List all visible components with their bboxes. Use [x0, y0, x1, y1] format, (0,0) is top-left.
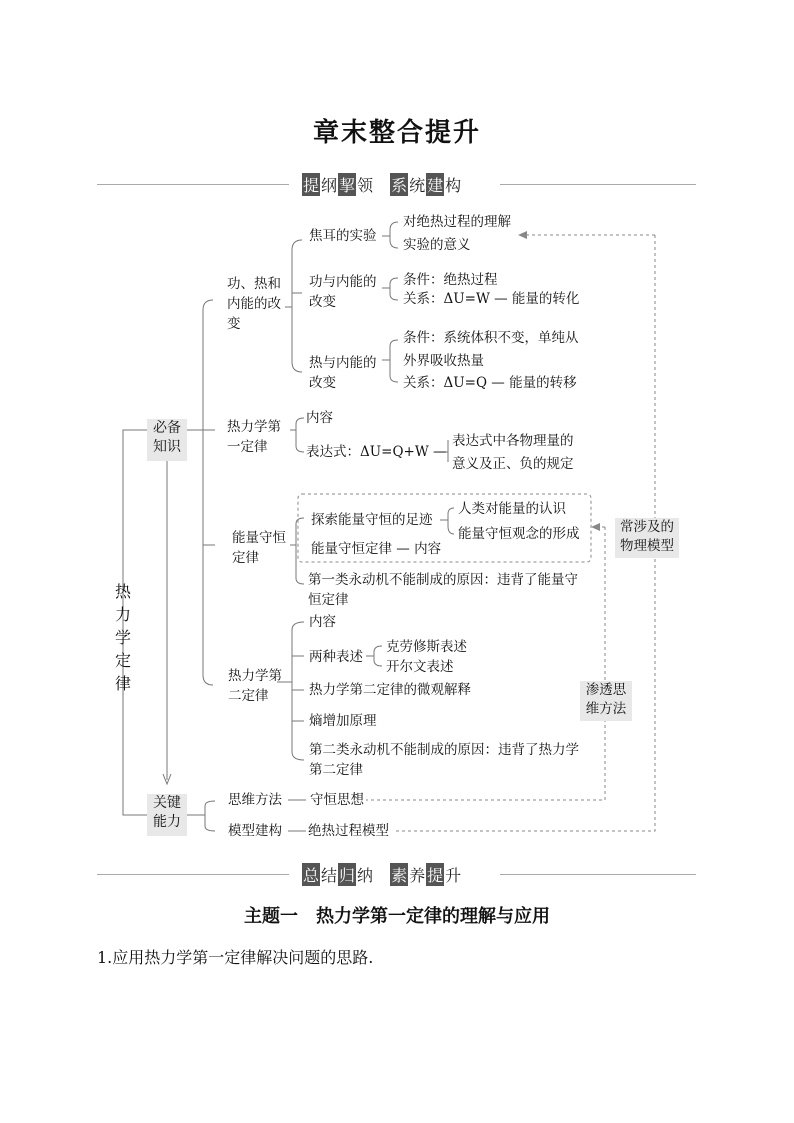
joule-experiment: 焦耳的实验	[309, 228, 377, 244]
node-line: 热力学第	[228, 668, 282, 684]
node-line: 物理模型	[620, 538, 674, 554]
perpetual-motion-2	[309, 740, 579, 780]
expression-desc: 意义及正、负的规定	[452, 456, 574, 472]
conservation-law-content: 能量守恒定律 — 内容	[311, 541, 442, 557]
header-char: 纳	[357, 866, 374, 885]
header-char: 构	[445, 176, 462, 195]
header-char: 总	[302, 863, 320, 886]
node-line: 二定律	[228, 688, 269, 704]
node-line: 第二定律	[309, 762, 363, 778]
header-char: 领	[357, 176, 374, 195]
explore-item: 人类对能量的认识	[458, 501, 566, 517]
header-char: 素	[390, 863, 408, 886]
header-char: 提	[302, 173, 320, 196]
divider-line	[97, 874, 289, 875]
body-paragraph: 1.应用热力学第一定律解决问题的思路.	[97, 948, 374, 967]
node-line: 功与内能的	[309, 274, 377, 290]
heat-item: 关系：ΔU=Q — 能量的转移	[403, 375, 577, 391]
first-law-content: 内容	[306, 410, 333, 426]
branch-work-heat-internal-energy	[227, 274, 281, 334]
divider-line	[500, 874, 696, 875]
branch-first-law	[227, 417, 281, 457]
microscopic-explanation: 热力学第二定律的微观解释	[309, 682, 471, 698]
node-line: 关键	[153, 795, 181, 811]
model-building-value: 绝热过程模型	[308, 823, 389, 839]
header-char: 挈	[338, 173, 356, 196]
explore-history: 探索能量守恒的足迹	[311, 512, 433, 528]
header-char: 统	[409, 176, 426, 195]
header-char: 归	[338, 863, 356, 886]
node-line: 第一类永动机不能制成的原因：违背了能量守	[308, 572, 578, 588]
thinking-method-box	[580, 681, 632, 721]
thinking-method-label: 思维方法	[228, 792, 282, 808]
root-char: 热	[114, 582, 131, 601]
node-line: 知识	[153, 439, 181, 455]
thinking-method-value: 守恒思想	[310, 792, 364, 808]
node-line: 内能的改	[227, 296, 281, 312]
node-line: 定律	[232, 550, 259, 566]
first-law-expression: 表达式：ΔU=Q+W —	[306, 444, 447, 460]
page-title: 章末整合提升	[312, 118, 481, 148]
explore-item: 能量守恒观念的形成	[458, 526, 580, 542]
statement-item: 开尔文表述	[386, 659, 454, 675]
node-line: 变	[227, 316, 241, 332]
heat-internal-energy	[309, 353, 377, 393]
root-char: 力	[114, 605, 131, 624]
header-char: 系	[390, 173, 408, 196]
node-line: 改变	[309, 294, 336, 310]
node-line: 恒定律	[308, 592, 349, 608]
root-node	[113, 580, 133, 695]
heat-item: 外界吸收热量	[403, 353, 484, 369]
model-building-label: 模型建构	[228, 823, 282, 839]
root-char: 律	[114, 674, 131, 693]
perpetual-motion-1	[308, 570, 578, 610]
work-internal-energy	[309, 272, 377, 312]
root-char: 学	[114, 628, 131, 647]
node-line: 常涉及的	[620, 519, 674, 535]
node-line: 改变	[309, 375, 336, 391]
header-char: 提	[426, 863, 444, 886]
node-line: 渗透思	[585, 682, 627, 698]
header-char: 升	[445, 866, 462, 885]
joule-item: 对绝热过程的理解	[403, 214, 511, 230]
node-line: 能量守恒	[232, 530, 286, 546]
node-line: 必备	[153, 420, 181, 436]
header-char: 纲	[321, 176, 338, 195]
node-line: 一定律	[227, 439, 268, 455]
physical-model-box	[615, 518, 679, 558]
branch-second-law	[228, 666, 282, 706]
joule-item: 实验的意义	[403, 237, 471, 253]
node-line: 热与内能的	[309, 355, 377, 371]
branch-energy-conservation	[232, 528, 286, 568]
entropy-principle: 熵增加原理	[309, 713, 377, 729]
statement-item: 克劳修斯表述	[386, 639, 467, 655]
section-header-summary	[302, 863, 462, 886]
header-char: 建	[426, 173, 444, 196]
node-line: 维方法	[585, 701, 627, 717]
second-law-content: 内容	[309, 614, 336, 630]
work-item: 条件：绝热过程	[403, 272, 498, 288]
topic-heading: 主题一 热力学第一定律的理解与应用	[244, 906, 550, 927]
header-char: 养	[409, 866, 426, 885]
node-line: 第二类永动机不能制成的原因：违背了热力学	[309, 742, 579, 758]
node-line: 能力	[153, 814, 181, 830]
expression-desc: 表达式中各物理量的	[452, 433, 574, 449]
two-statements: 两种表述	[309, 649, 363, 665]
heat-item: 条件：系统体积不变，单纯从	[403, 330, 579, 346]
essential-knowledge-node	[147, 419, 187, 461]
key-ability-node	[147, 794, 187, 836]
header-char: 结	[321, 866, 338, 885]
node-line: 热力学第	[227, 419, 281, 435]
root-char: 定	[114, 651, 131, 670]
work-item: 关系：ΔU=W — 能量的转化	[403, 291, 580, 307]
node-line: 功、热和	[227, 276, 281, 292]
